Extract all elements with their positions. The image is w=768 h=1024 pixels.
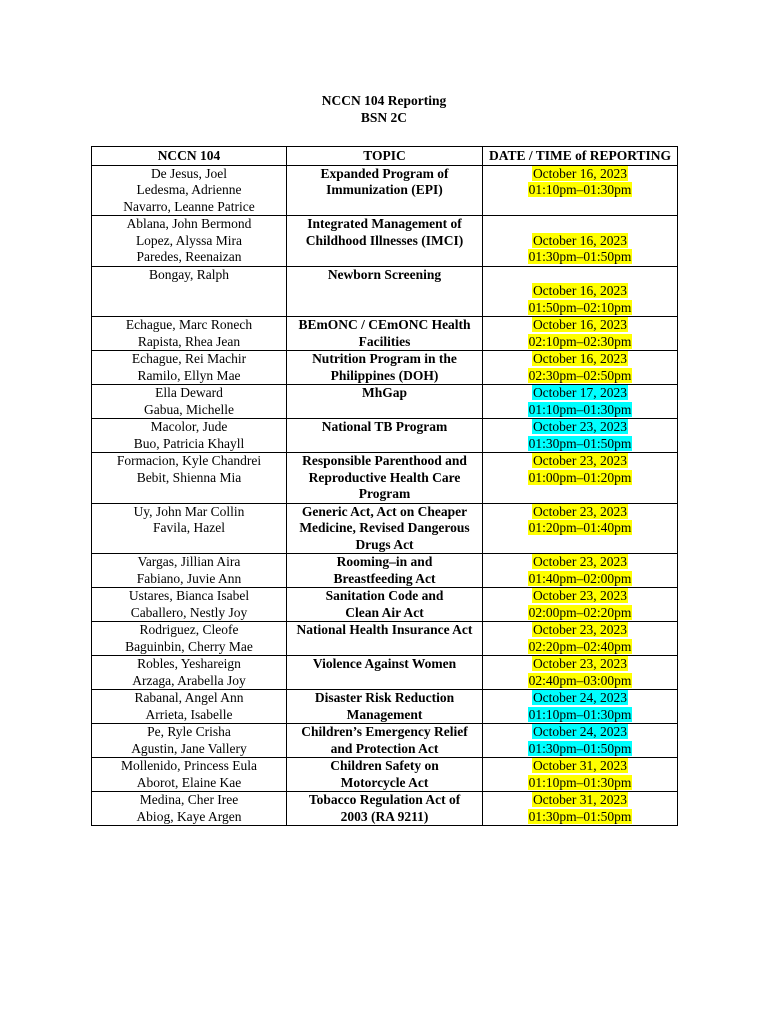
reporters-cell <box>92 554 287 588</box>
reporters-cell <box>92 317 287 351</box>
reporters-cell <box>92 385 287 419</box>
table-row <box>92 554 678 588</box>
reporters-cell <box>92 419 287 453</box>
report-time-line <box>487 436 673 453</box>
header-nccn: NCCN 104 <box>92 147 287 166</box>
report-date: October 16, 2023 <box>532 351 628 366</box>
reporter-name: Mollenido, Princess Eula <box>120 758 258 773</box>
reporters-cell <box>92 690 287 724</box>
topic-line: Management <box>346 706 423 722</box>
table-row <box>92 453 678 504</box>
report-time-line <box>487 809 673 826</box>
table-row <box>92 758 678 792</box>
table-row <box>92 588 678 622</box>
topic-line: Integrated Management of <box>307 216 462 231</box>
topic-cell <box>287 792 483 826</box>
table-row <box>92 266 678 317</box>
reporter-name: Rodriguez, Cleofe <box>139 622 239 637</box>
topic-line: Tobacco Regulation Act of <box>308 792 461 807</box>
report-date: October 23, 2023 <box>532 453 628 468</box>
reporter-name: Arzaga, Arabella Joy <box>132 672 246 688</box>
report-date-line <box>487 166 673 183</box>
topic-cell <box>287 622 483 656</box>
topic-line: BEmONC / CEmONC Health <box>298 317 471 332</box>
reporter-name: Abiog, Kaye Argen <box>136 808 242 824</box>
report-time-line <box>487 368 673 385</box>
topic-line: Sanitation Code and <box>325 588 444 603</box>
reporters-cell <box>92 216 287 267</box>
table-header-row <box>92 147 678 166</box>
report-date: October 23, 2023 <box>532 622 628 637</box>
report-date-line <box>487 419 673 436</box>
topic-cell <box>287 453 483 504</box>
report-time: 01:50pm–02:10pm <box>528 299 632 315</box>
date-time-cell <box>483 724 678 758</box>
report-time: 02:40pm–03:00pm <box>528 672 632 688</box>
report-date-line <box>487 588 673 605</box>
reporters-cell <box>92 724 287 758</box>
date-time-cell <box>483 419 678 453</box>
report-time: 01:10pm–01:30pm <box>528 774 632 790</box>
report-time-line <box>487 334 673 351</box>
table-row <box>92 216 678 267</box>
reporter-name: Echague, Marc Ronech <box>125 317 253 332</box>
document-title: NCCN 104 Reporting <box>321 93 447 108</box>
reporter-name: Navarro, Leanne Patrice <box>123 198 255 214</box>
report-time: 01:00pm–01:20pm <box>528 469 632 485</box>
topic-line: Children Safety on <box>330 758 439 773</box>
table-row <box>92 317 678 351</box>
topic-cell <box>287 588 483 622</box>
table-row <box>92 622 678 656</box>
report-time-line <box>487 571 673 588</box>
topic-cell <box>287 419 483 453</box>
report-date-line <box>487 504 673 521</box>
topic-line: Reproductive Health Care <box>308 469 461 485</box>
date-time-cell <box>483 351 678 385</box>
topic-cell <box>287 503 483 554</box>
report-time: 01:30pm–01:50pm <box>528 740 632 756</box>
topic-line: Drugs Act <box>355 536 414 552</box>
topic-line: National Health Insurance Act <box>296 622 473 637</box>
reporter-name: De Jesus, Joel <box>150 165 228 181</box>
reporter-name: Favila, Hazel <box>153 520 225 535</box>
report-time: 01:10pm–01:30pm <box>528 706 632 722</box>
table-row <box>92 656 678 690</box>
reporter-name: Rabanal, Angel Ann <box>134 690 244 705</box>
report-date-line <box>487 724 673 741</box>
report-time: 02:20pm–02:40pm <box>528 638 632 654</box>
date-time-cell <box>483 216 678 267</box>
topic-cell <box>287 266 483 317</box>
report-time-line <box>487 300 673 317</box>
topic-line: Children’s Emergency Relief <box>301 724 468 739</box>
reporter-name: Uy, John Mar Collin <box>133 503 245 519</box>
report-date-line <box>487 317 673 334</box>
reporter-name: Echague, Rei Machir <box>131 351 247 366</box>
document-heading <box>0 92 768 126</box>
reporters-cell <box>92 453 287 504</box>
report-time-line <box>487 775 673 792</box>
topic-line: 2003 (RA 9211) <box>340 808 429 824</box>
report-date-line <box>487 554 673 571</box>
topic-line: Violence Against Women <box>312 656 457 671</box>
report-date-line <box>487 453 673 470</box>
report-date: October 16, 2023 <box>532 283 628 298</box>
report-date: October 17, 2023 <box>532 385 628 400</box>
reporter-name: Caballero, Nestly Joy <box>130 604 248 620</box>
topic-cell <box>287 216 483 267</box>
date-time-cell <box>483 266 678 317</box>
topic-cell <box>287 724 483 758</box>
reporter-name: Robles, Yeshareign <box>137 656 241 671</box>
report-date-line <box>487 792 673 809</box>
report-time-line <box>487 639 673 656</box>
report-time: 02:00pm–02:20pm <box>528 604 632 620</box>
report-date: October 31, 2023 <box>532 758 628 773</box>
reporter-name: Medina, Cher Iree <box>139 792 239 807</box>
date-time-cell <box>483 588 678 622</box>
topic-line: Disaster Risk Reduction <box>314 690 455 705</box>
blank-line <box>487 267 673 284</box>
topic-line: Childhood Illnesses (IMCI) <box>305 232 464 248</box>
topic-cell <box>287 690 483 724</box>
report-time-line <box>487 673 673 690</box>
reporter-name: Ella Deward <box>155 385 223 400</box>
date-time-cell <box>483 656 678 690</box>
report-date: October 23, 2023 <box>532 503 628 519</box>
reporters-cell <box>92 266 287 317</box>
reporter-name: Ledesma, Adrienne <box>136 182 242 197</box>
date-time-cell <box>483 385 678 419</box>
date-time-cell <box>483 622 678 656</box>
table-row <box>92 385 678 419</box>
topic-line: Facilities <box>358 333 411 349</box>
report-time: 01:10pm–01:30pm <box>528 401 632 417</box>
reporters-cell <box>92 622 287 656</box>
topic-line: Responsible Parenthood and <box>302 453 467 468</box>
topic-line: Nutrition Program in the <box>312 351 457 366</box>
report-date-line <box>487 233 673 250</box>
header-date-time: DATE / TIME of REPORTING <box>483 147 678 166</box>
reporter-name: Vargas, Jillian Aira <box>137 554 241 569</box>
topic-cell <box>287 385 483 419</box>
reporter-name: Fabiano, Juvie Ann <box>136 570 242 586</box>
reporter-name: Ablana, John Bermond <box>126 216 252 231</box>
report-time: 01:20pm–01:40pm <box>528 520 632 535</box>
table-row <box>92 724 678 758</box>
date-time-cell <box>483 792 678 826</box>
reporter-name: Ramilo, Ellyn Mae <box>137 367 241 383</box>
reporters-cell <box>92 656 287 690</box>
topic-cell <box>287 165 483 216</box>
reporter-name: Formacion, Kyle Chandrei <box>116 453 262 468</box>
topic-line: Clean Air Act <box>345 604 424 620</box>
report-time-line <box>487 707 673 724</box>
report-date: October 16, 2023 <box>532 317 628 332</box>
table-row <box>92 351 678 385</box>
reporter-name: Baguinbin, Cherry Mae <box>125 638 253 654</box>
report-time-line <box>487 520 673 537</box>
topic-cell <box>287 351 483 385</box>
reporter-name: Paredes, Reenaizan <box>136 249 242 264</box>
reporter-name: Gabua, Michelle <box>144 401 234 417</box>
topic-line: and Protection Act <box>330 740 439 756</box>
report-date: October 24, 2023 <box>532 724 628 739</box>
topic-cell <box>287 656 483 690</box>
reporter-name: Bongay, Ralph <box>148 266 230 282</box>
report-date-line <box>487 622 673 639</box>
document-subtitle: BSN 2C <box>360 110 408 125</box>
date-time-cell <box>483 554 678 588</box>
reporters-cell <box>92 503 287 554</box>
reporting-schedule-table <box>91 146 678 826</box>
report-date-line <box>487 283 673 300</box>
report-time: 01:30pm–01:50pm <box>528 808 632 824</box>
report-date: October 23, 2023 <box>532 419 628 434</box>
reporters-cell <box>92 588 287 622</box>
report-date: October 24, 2023 <box>532 690 628 705</box>
date-time-cell <box>483 503 678 554</box>
report-time-line <box>487 182 673 199</box>
reporter-name: Ustares, Bianca Isabel <box>128 588 250 603</box>
topic-line: National TB Program <box>321 419 448 434</box>
topic-cell <box>287 758 483 792</box>
table-row <box>92 690 678 724</box>
report-time: 01:30pm–01:50pm <box>528 435 632 451</box>
report-date-line <box>487 690 673 707</box>
topic-line: Breastfeeding Act <box>333 570 436 586</box>
reporter-name: Macolor, Jude <box>150 419 228 434</box>
report-date-line <box>487 758 673 775</box>
header-topic: TOPIC <box>287 147 483 166</box>
topic-line: Expanded Program of <box>320 165 449 181</box>
topic-cell <box>287 554 483 588</box>
reporter-name: Aborot, Elaine Kae <box>136 774 242 790</box>
topic-line: Philippines (DOH) <box>330 367 439 383</box>
topic-line: Program <box>358 486 411 501</box>
reporters-cell <box>92 351 287 385</box>
report-time: 01:40pm–02:00pm <box>528 570 632 586</box>
date-time-cell <box>483 165 678 216</box>
table-row <box>92 165 678 216</box>
report-time: 02:10pm–02:30pm <box>528 333 632 349</box>
report-time-line <box>487 605 673 622</box>
table-body <box>92 165 678 826</box>
date-time-cell <box>483 317 678 351</box>
report-time-line <box>487 741 673 758</box>
report-date-line <box>487 385 673 402</box>
report-date: October 16, 2023 <box>532 165 628 181</box>
report-time: 01:10pm–01:30pm <box>528 182 632 197</box>
reporters-cell <box>92 165 287 216</box>
blank-line <box>487 216 673 233</box>
report-time-line <box>487 402 673 419</box>
reporters-cell <box>92 758 287 792</box>
topic-cell <box>287 317 483 351</box>
table-row <box>92 503 678 554</box>
date-time-cell <box>483 758 678 792</box>
table-row <box>92 792 678 826</box>
reporter-name: Buo, Patricia Khayll <box>133 435 245 451</box>
reporter-name: Agustin, Jane Vallery <box>131 740 247 756</box>
report-date: October 16, 2023 <box>532 232 628 248</box>
reporter-name: Bebit, Shienna Mia <box>136 469 242 485</box>
report-time-line <box>487 249 673 266</box>
report-date: October 31, 2023 <box>532 792 628 807</box>
report-time-line <box>487 470 673 487</box>
date-time-cell <box>483 690 678 724</box>
reporter-name: Arrieta, Isabelle <box>145 706 233 722</box>
report-date: October 23, 2023 <box>532 656 628 671</box>
table-row <box>92 419 678 453</box>
topic-line: Generic Act, Act on Cheaper <box>301 503 468 519</box>
report-date: October 23, 2023 <box>532 554 628 569</box>
topic-line: MhGap <box>361 385 407 400</box>
report-date-line <box>487 351 673 368</box>
date-time-cell <box>483 453 678 504</box>
reporter-name: Lopez, Alyssa Mira <box>135 232 243 248</box>
report-date-line <box>487 656 673 673</box>
reporters-cell <box>92 792 287 826</box>
report-date: October 23, 2023 <box>532 588 628 603</box>
topic-line: Immunization (EPI) <box>326 182 443 197</box>
topic-line: Motorcycle Act <box>340 774 429 790</box>
reporter-name: Rapista, Rhea Jean <box>137 333 241 349</box>
topic-line: Medicine, Revised Dangerous <box>299 520 470 535</box>
report-time: 02:30pm–02:50pm <box>528 367 632 383</box>
report-time: 01:30pm–01:50pm <box>528 249 632 264</box>
topic-line: Newborn Screening <box>327 266 442 282</box>
topic-line: Rooming–in and <box>336 554 433 569</box>
reporter-name: Pe, Ryle Crisha <box>147 724 231 739</box>
